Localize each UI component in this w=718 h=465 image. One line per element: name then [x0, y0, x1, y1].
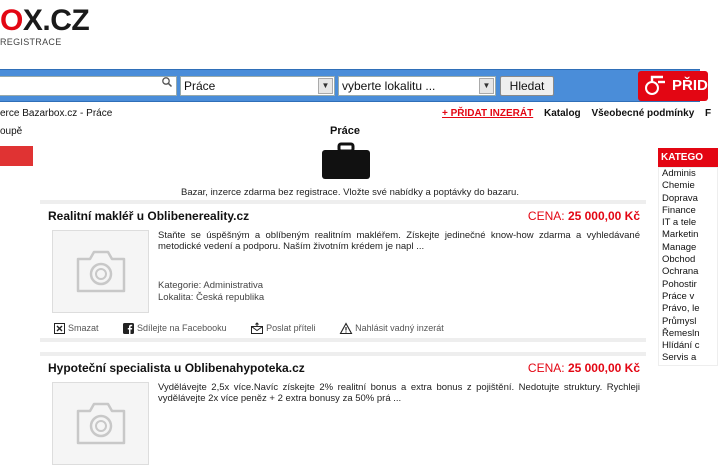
listing-actions: [54, 323, 466, 334]
chevron-down-icon: ▼: [479, 78, 494, 94]
search-bar: [0, 69, 708, 102]
site-logo[interactable]: [0, 4, 89, 38]
listing-category: Kategorie: Administrativa: [158, 280, 264, 291]
top-links: [442, 108, 711, 119]
listing-thumbnail[interactable]: [52, 382, 149, 465]
facebook-icon: [123, 323, 134, 334]
terms-link[interactable]: Všeobecné podmínky: [591, 108, 695, 119]
category-link[interactable]: Manage: [662, 241, 697, 253]
price-label: CENA:: [527, 209, 565, 223]
search-input[interactable]: [0, 76, 177, 96]
facebook-share-action[interactable]: [123, 323, 227, 334]
report-action[interactable]: [340, 323, 444, 334]
envelope-icon: [251, 323, 263, 334]
send-label: Poslat příteli: [266, 323, 316, 334]
location-select[interactable]: [338, 76, 496, 96]
left-sidebar-header: [0, 146, 33, 166]
category-link[interactable]: Finance: [662, 204, 696, 216]
category-link[interactable]: Hlídání c: [662, 340, 700, 352]
logo-text: X.CZ: [22, 4, 90, 37]
more-link[interactable]: F: [705, 108, 712, 119]
add-ad-button-label: PŘID: [672, 77, 708, 94]
listing-description: Staňte se úspěšným a oblíbeným realitním makléřem. Získejte jedinečné know-how zdarma a vyhledávané metodické vedení a podporu. Naším životním krédem je napl ...: [158, 230, 640, 252]
search-icon[interactable]: [161, 76, 173, 88]
category-link[interactable]: Právo, le: [662, 303, 700, 315]
send-friend-action[interactable]: [251, 323, 316, 334]
search-button[interactable]: Hledat: [500, 76, 554, 96]
camera-icon: [75, 400, 127, 446]
add-ad-button[interactable]: [638, 71, 708, 101]
categories-list: [658, 167, 718, 366]
category-link[interactable]: Pohostir: [662, 278, 697, 290]
category-link[interactable]: Adminis: [662, 168, 696, 179]
add-ad-icon: [643, 76, 667, 96]
catalog-link[interactable]: Katalog: [544, 108, 581, 119]
category-description: Bazar, inzerce zdarma bez registrace. Vložte své nabídky a poptávky do bazaru.: [181, 187, 519, 198]
report-label: Nahlásit vadný inzerát: [355, 323, 444, 334]
listing-description: Vydělávejte 2,5x více.Navíc získejte 2% realitní bonus a extra bonus z pojištění. Nedotujte struktury. Rychleji vydělávejte 2x více peněz + 2 extra bonusy za 50% prá ...: [158, 382, 640, 404]
chevron-down-icon: ▼: [318, 78, 333, 94]
category-link[interactable]: Doprava: [662, 192, 698, 204]
logo-o: O: [0, 4, 23, 37]
price-label: CENA:: [527, 361, 565, 375]
category-title: Práce: [330, 125, 360, 137]
location-select-value: vyberte lokalitu ...: [342, 79, 436, 93]
briefcase-icon: [322, 143, 370, 179]
share-label: Sdílejte na Facebooku: [137, 323, 227, 334]
category-link[interactable]: Obchod: [662, 254, 696, 266]
price-value: 25 000,00 Kč: [567, 209, 640, 223]
add-ad-link[interactable]: + PŘIDAT INZERÁT: [442, 108, 534, 119]
listing-price: [528, 209, 640, 223]
category-link[interactable]: Ochrana: [662, 266, 699, 278]
category-select[interactable]: [180, 76, 335, 96]
camera-icon: [75, 248, 127, 294]
category-link[interactable]: IT a tele: [662, 217, 697, 229]
warning-icon: [340, 323, 352, 334]
listing-card: [40, 200, 646, 342]
listing-thumbnail[interactable]: [52, 230, 149, 313]
categories-sidebar: [658, 148, 718, 366]
listing-location: Lokalita: Česká republika: [158, 292, 265, 303]
listing-price: [528, 361, 640, 375]
category-link[interactable]: Průmysl: [662, 315, 697, 327]
categories-heading: KATEGO: [658, 148, 718, 167]
category-link[interactable]: Chemie: [662, 180, 695, 192]
close-icon: [54, 323, 65, 334]
left-nav-link[interactable]: oupě: [0, 126, 23, 137]
listing-title[interactable]: Hypoteční specialista u Oblibenahypoteka.cz: [48, 361, 305, 375]
category-link[interactable]: Marketin: [662, 229, 699, 241]
logo-subtitle: REGISTRACE: [0, 37, 62, 47]
category-link[interactable]: Servis a: [662, 352, 697, 364]
delete-label: Smazat: [68, 323, 99, 334]
price-value: 25 000,00 Kč: [567, 361, 640, 375]
delete-action[interactable]: [54, 323, 99, 334]
category-link[interactable]: Řemesln: [662, 327, 700, 339]
category-link[interactable]: Práce v: [662, 290, 695, 302]
listing-title[interactable]: Realitní makléř u Oblibenereality.cz: [48, 209, 250, 223]
listing-card: [40, 352, 646, 432]
category-select-value: Práce: [184, 79, 216, 93]
breadcrumb[interactable]: erce Bazarbox.cz - Práce: [0, 108, 113, 119]
